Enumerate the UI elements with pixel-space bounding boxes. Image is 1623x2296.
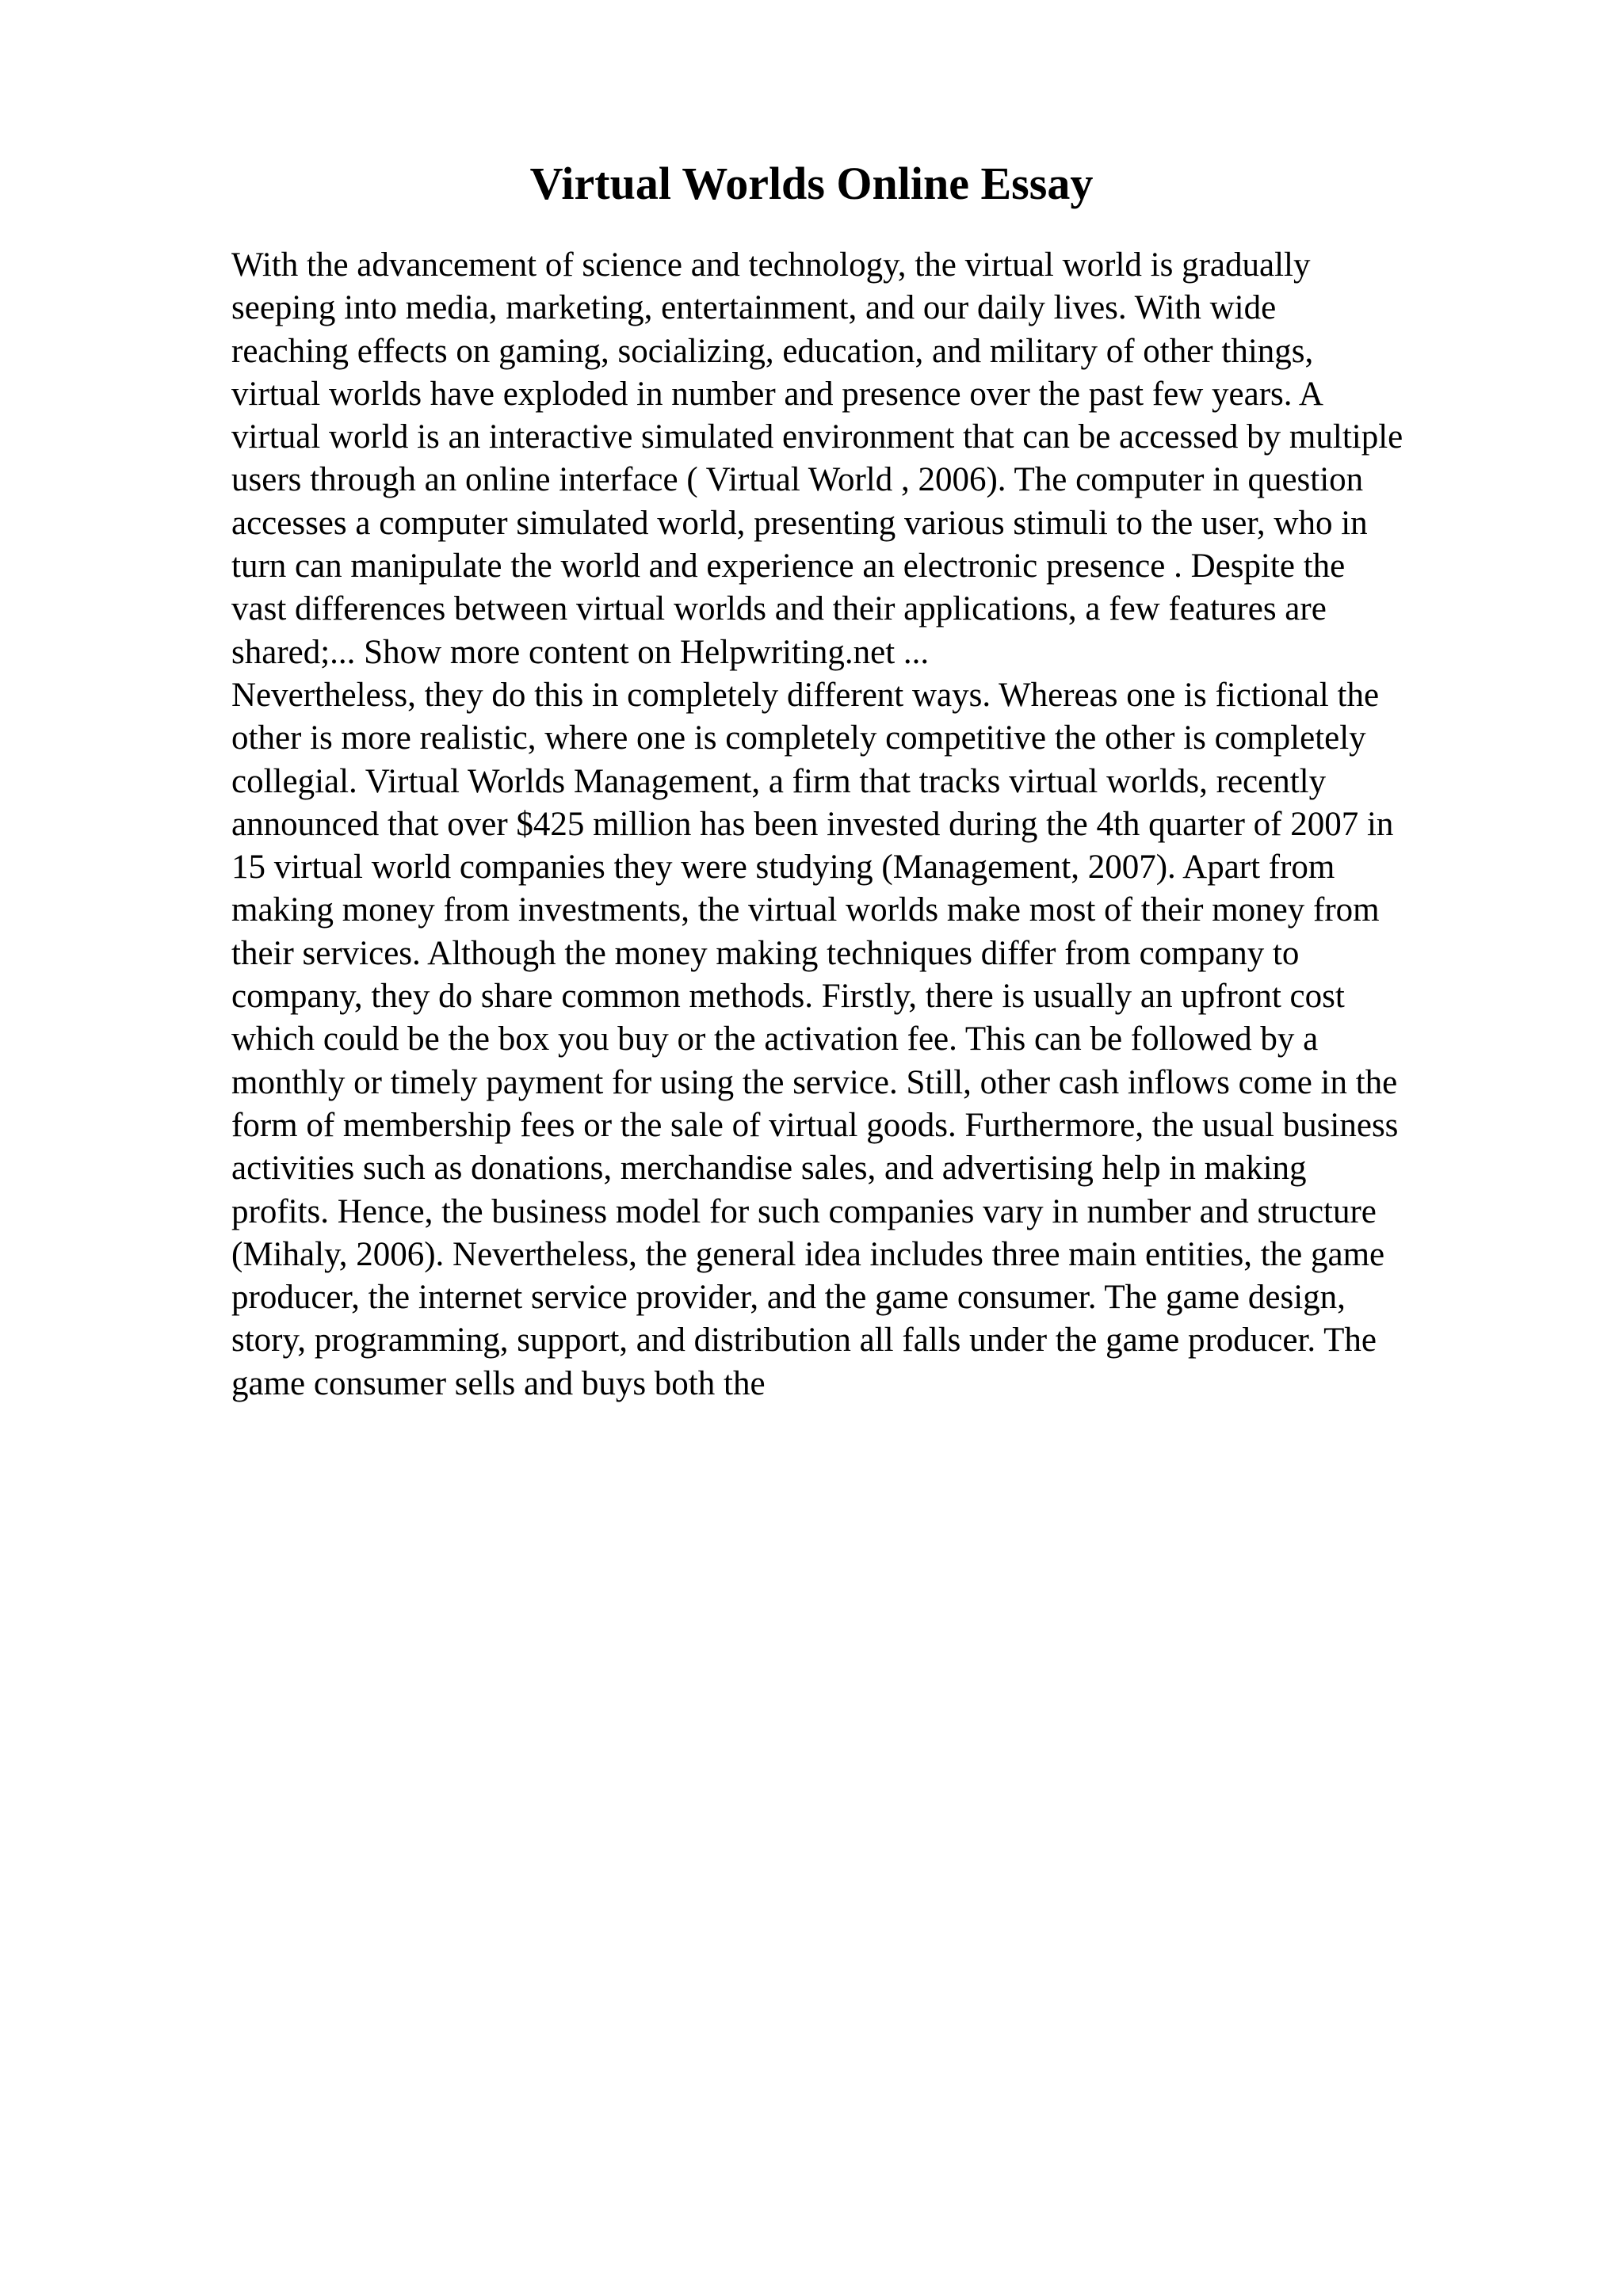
essay-line: 15 virtual world companies they were studying (Management, 2007). Apart from <box>231 849 1335 887</box>
essay-line: their services. Although the money making techniques differ from company to <box>231 934 1300 972</box>
essay-line: monthly or timely payment for using the service. Still, other cash inflows come in the <box>231 1063 1398 1101</box>
essay-body <box>231 244 1515 1405</box>
essay-line: With the advancement of science and technology, the virtual world is gradually <box>231 246 1311 284</box>
essay-line: users through an online interface ( Virtual World , 2006). The computer in question <box>231 461 1364 499</box>
essay-line: activities such as donations, merchandise sales, and advertising help in making <box>231 1150 1307 1188</box>
essay-line: other is more realistic, where one is completely competitive the other is completely <box>231 719 1366 757</box>
essay-line: collegial. Virtual Worlds Management, a firm that tracks virtual worlds, recently <box>231 762 1327 800</box>
essay-line: company, they do share common methods. Firstly, there is usually an upfront cost <box>231 978 1345 1016</box>
essay-line: producer, the internet service provider, and the game consumer. The game design, <box>231 1279 1346 1317</box>
essay-line: accesses a computer simulated world, presenting various stimuli to the user, who in <box>231 504 1368 542</box>
essay-line: vast differences between virtual worlds and their applications, a few features are <box>231 590 1327 628</box>
essay-line: story, programming, support, and distribution all falls under the game producer. The <box>231 1322 1377 1360</box>
essay-line: virtual worlds have exploded in number and presence over the past few years. A <box>231 375 1323 413</box>
essay-line: which could be the box you buy or the activation fee. This can be followed by a <box>231 1020 1319 1058</box>
essay-line: game consumer sells and buys both the <box>231 1364 766 1402</box>
essay-line: form of membership fees or the sale of virtual goods. Furthermore, the usual business <box>231 1106 1399 1144</box>
page-title: Virtual Worlds Online Essay <box>529 158 1094 209</box>
essay-line: virtual world is an interactive simulated environment that can be accessed by multiple <box>231 418 1403 456</box>
essay-line: making money from investments, the virtual worlds make most of their money from <box>231 891 1380 929</box>
essay-line: (Mihaly, 2006). Nevertheless, the general idea includes three main entities, the game <box>231 1235 1385 1273</box>
essay-line: shared;... Show more content on Helpwriting.net ... <box>231 633 930 671</box>
essay-line: Nevertheless, they do this in completely different ways. Whereas one is fictional the <box>231 676 1380 714</box>
essay-line: reaching effects on gaming, socializing, education, and military of other things, <box>231 332 1314 370</box>
essay-line: seeping into media, marketing, entertainment, and our daily lives. With wide <box>231 289 1277 327</box>
essay-line: announced that over $425 million has been invested during the 4th quarter of 2007 in <box>231 805 1394 843</box>
essay-line: profits. Hence, the business model for such companies vary in number and structure <box>231 1192 1377 1230</box>
essay-line: turn can manipulate the world and experience an electronic presence . Despite the <box>231 547 1346 585</box>
